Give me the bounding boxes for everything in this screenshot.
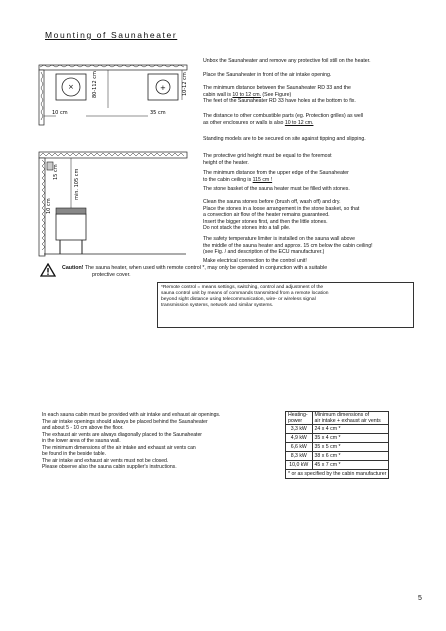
instruction-line: Standing models are to be secured on site against tipping and slipping.	[203, 136, 366, 142]
instruction-block-10	[203, 236, 431, 256]
table-header-row	[286, 412, 389, 425]
instruction-line: Place the Saunaheater in front of the air intake opening.	[203, 72, 332, 78]
table-row: 4,9 kW 35 x 4 cm *	[286, 434, 389, 443]
ventilation-line: in the lower area of the sauna wall.	[42, 438, 121, 444]
top-view-figure	[38, 58, 188, 126]
instruction-line: Unbox the Saunaheater and remove any protective foil still on the heater.	[203, 58, 371, 64]
instruction-line: The stone basket of the sauna heater must be filled with stones.	[203, 186, 350, 192]
instruction-line: as other enclosures or walls is also 10 to 12 cm.	[203, 119, 314, 126]
dim-label: 35 cm	[150, 110, 166, 116]
instruction-line: The safety temperature limiter is installed on the sauna wall above	[203, 236, 355, 242]
table-footnote-row: * or as specified by the cabin manufacturer	[286, 470, 389, 479]
ventilation-line: and about 5 - 10 cm above the floor.	[42, 425, 124, 431]
table-row: 8,3 kW 38 x 6 cm *	[286, 452, 389, 461]
vent-dimensions-table	[285, 411, 389, 479]
caution-line: The sauna heater, when used with remote control *, may only be operated in conjunction with a suitable	[83, 265, 328, 271]
note-line: sauna control unit by means of commands transmitted from a remote location	[161, 291, 329, 297]
dim-label: 15 cm	[53, 164, 59, 180]
ventilation-line: The air intake and exhaust air vents must not be closed.	[42, 457, 169, 464]
instruction-line: the middle of the sauna heater and approx. 15 cm below the cabin ceiling!	[203, 242, 373, 249]
warning-icon	[40, 263, 56, 277]
page-title: Mounting of Saunaheater	[45, 30, 178, 40]
instruction-line: Insert the bigger stones first, and then the little stones.	[203, 218, 328, 225]
ventilation-line: In each sauna cabin must be provided with air intake and exhaust air openings.	[42, 412, 221, 418]
instruction-block-2	[203, 72, 431, 79]
dim-label: 10-12 cm	[182, 72, 188, 96]
svg-text:+: +	[160, 84, 166, 92]
instruction-block-11	[203, 258, 431, 265]
instruction-line: a convection air flow of the heater remains guaranteed.	[203, 212, 330, 219]
instruction-line: The protective grid height must be equal to the foremost	[203, 153, 332, 159]
instruction-block-3	[203, 85, 431, 105]
page-number: 5	[418, 595, 422, 602]
instruction-line: (see Fig. / and description of the ECU manufacturer.)	[203, 249, 325, 256]
instruction-block-8	[203, 186, 431, 193]
table-row: 6,6 kW 35 x 5 cm *	[286, 443, 389, 452]
ventilation-line: The minimum dimensions of the air intake and exhaust air vents can	[42, 444, 196, 451]
instruction-line: Do not stack the stones into a tall pile.	[203, 225, 291, 232]
instruction-block-9	[203, 199, 431, 232]
ventilation-text	[42, 412, 272, 471]
ventilation-line: The exhaust air vents are always diagonally placed to the Saunaheater	[42, 431, 202, 438]
dim-label: 10 cm	[46, 198, 52, 214]
note-line: transmission systems, network and similar systems.	[161, 303, 274, 309]
instruction-block-5	[203, 136, 431, 143]
instruction-block-6	[203, 153, 431, 166]
instruction-block-1	[203, 58, 431, 65]
ventilation-line: The air intake openings should always be placed behind the Saunaheater	[42, 418, 208, 425]
caution-line: protective cover.	[92, 271, 131, 278]
instruction-line: The minimum distance from the upper edge of the Saunaheater	[203, 170, 349, 176]
instruction-line: Make electrical connection to the control unit!	[203, 258, 307, 264]
instruction-line: The minimum distance between the Saunaheater RD 33 and the	[203, 85, 351, 91]
instruction-block-4	[203, 113, 431, 126]
instruction-line: height of the heater.	[203, 159, 249, 166]
ventilation-line: Please observe also the sauna cabin supplier's instructions.	[42, 464, 177, 470]
ventilation-line: be found in the beside table.	[42, 451, 107, 457]
note-line: *Remote control = means settings, switching, control and adjustment of the	[161, 285, 324, 290]
instruction-line: to the cabin ceiling is 115 cm !	[203, 176, 273, 183]
dim-label: 80-112 cm	[92, 71, 98, 98]
dim-label: min. 105 cm	[74, 168, 80, 200]
header-min-dimensions: Minimum dimensions of air intake + exhaust air vents	[312, 412, 389, 425]
table-row: 3,3 kW 24 x 4 cm *	[286, 425, 389, 434]
remote-control-note	[157, 282, 414, 328]
instruction-line: cabin wall is 10 to 12 cm. (See Figure)	[203, 91, 292, 98]
dim-label: 10 cm	[52, 110, 68, 116]
instruction-block-7	[203, 170, 431, 183]
instruction-line: Clean the sauna stones before (brush off, wash off) and dry.	[203, 199, 341, 205]
side-view-figure	[38, 150, 188, 258]
instruction-line: The feet of the Saunaheater RD 33 have holes at the bottom to fix.	[203, 98, 356, 105]
caution-text	[62, 265, 422, 278]
instruction-line: Place the stones in a loose arrangement in the stone basket, so that	[203, 205, 360, 212]
caution-label: Caution!	[62, 265, 84, 271]
instruction-line: The distance to other combustible parts (eg. Protection grilles) as well	[203, 113, 364, 119]
svg-text:×: ×	[68, 83, 74, 91]
header-heating-power: Heating- power	[286, 412, 313, 425]
table-row: 10,0 kW 45 x 7 cm *	[286, 461, 389, 470]
note-line: beyond sight distance using telecommunication, wire- or wireless signal	[161, 297, 316, 303]
